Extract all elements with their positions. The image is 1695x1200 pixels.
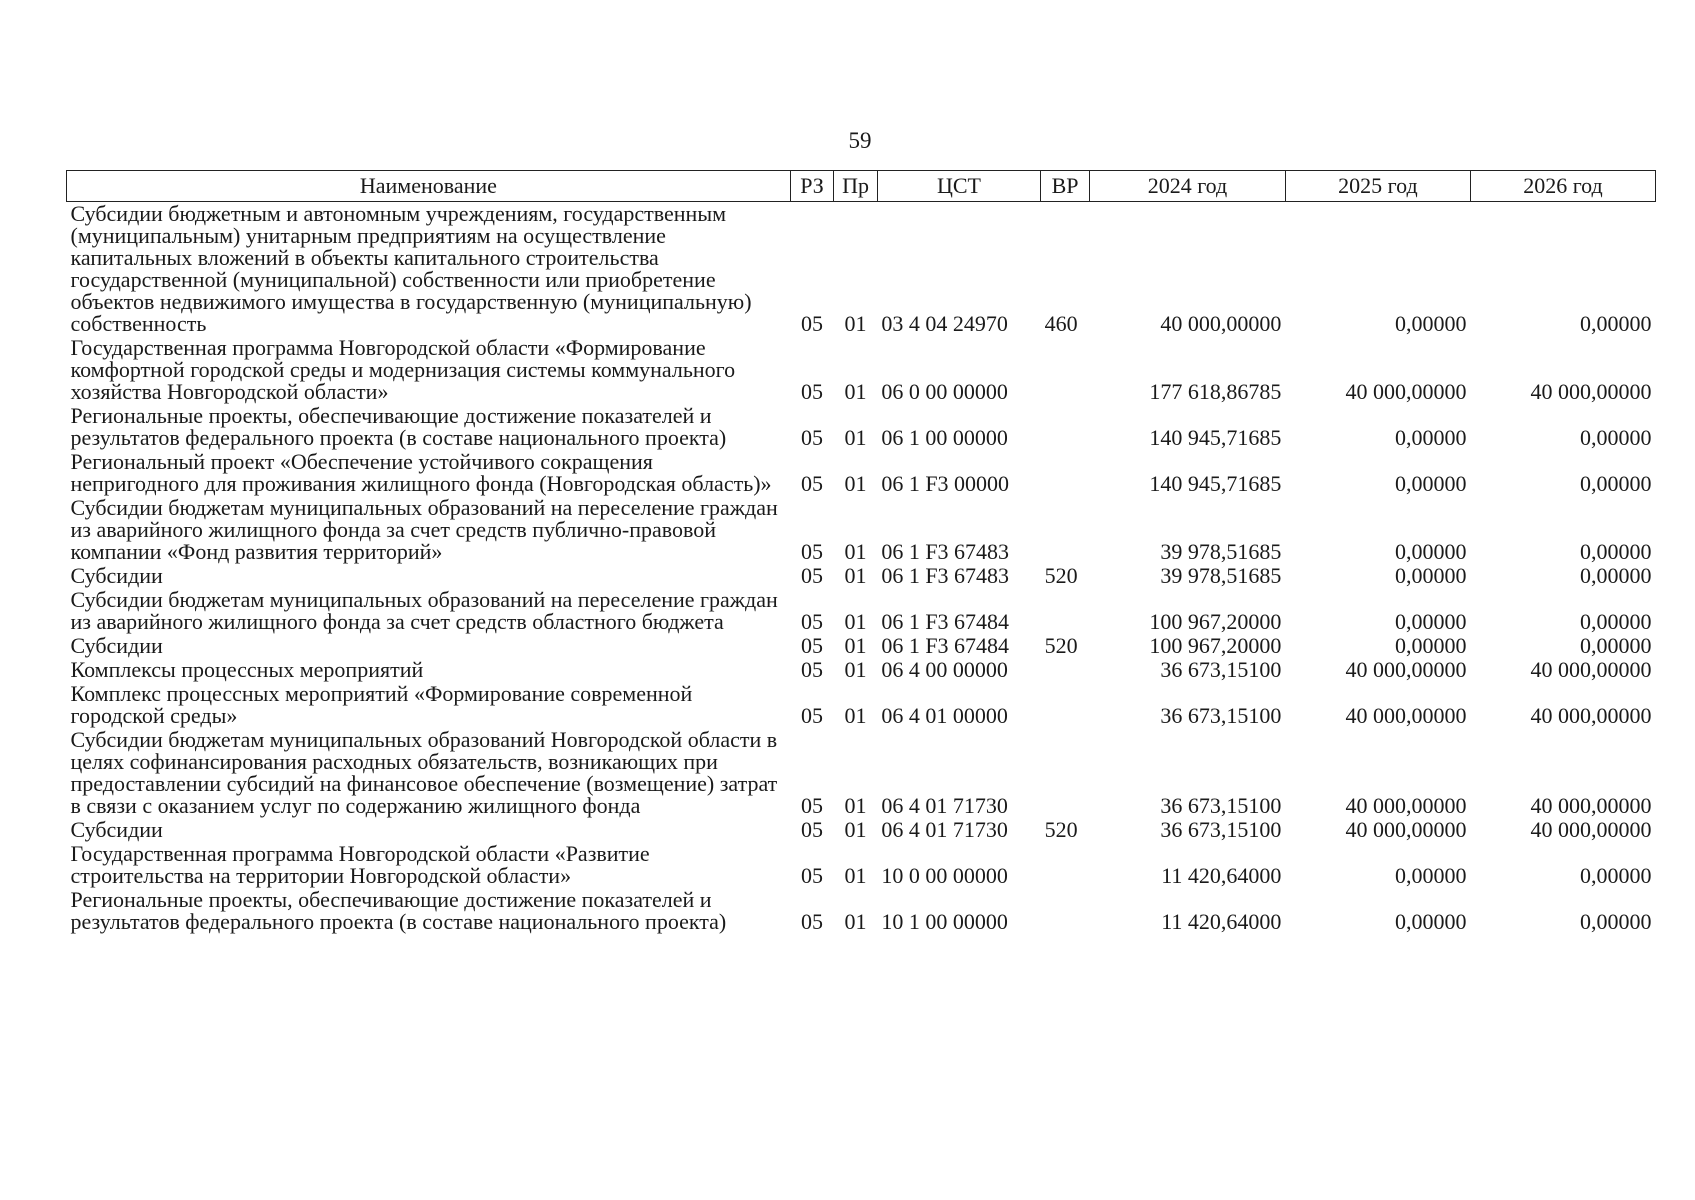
row-cst: 06 1 F3 67483 <box>881 539 1010 564</box>
row-cst: 06 4 01 71730 <box>881 793 1008 818</box>
row-pr: 01 <box>844 609 867 634</box>
header-cst: ЦСТ <box>877 171 1040 202</box>
row-rz: 05 <box>801 311 824 336</box>
row-amount-2024: 140 945,71685 <box>1149 425 1282 450</box>
row-name: Региональный проект «Обеспечение устойчивого сокращения непригодного для проживания жилищного фонда (Новгородская область)» <box>70 449 772 496</box>
row-rz: 05 <box>801 703 824 728</box>
row-name: Субсидии бюджетам муниципальных образований на переселение граждан из аварийного жилищного фонда за счет средств публично-правовой компании «Фонд развития территорий» <box>70 495 778 564</box>
row-pr: 01 <box>844 379 867 404</box>
row-amount-2024: 140 945,71685 <box>1149 471 1282 496</box>
budget-table <box>66 170 1656 934</box>
table-row <box>67 634 1656 658</box>
row-amount-2024: 36 673,15100 <box>1160 793 1282 818</box>
row-amount-2025: 40 000,00000 <box>1345 793 1467 818</box>
table-row <box>67 588 1656 634</box>
row-amount-2024: 36 673,15100 <box>1160 657 1282 682</box>
row-name: Субсидии <box>70 563 163 588</box>
row-rz: 05 <box>801 863 824 888</box>
row-vr: 520 <box>1044 633 1078 658</box>
table-header-row <box>67 171 1656 202</box>
header-2025: 2025 год <box>1285 171 1470 202</box>
row-amount-2024: 11 420,64000 <box>1161 863 1282 888</box>
row-cst: 06 1 F3 67484 <box>881 633 1010 658</box>
row-vr <box>1041 404 1090 450</box>
table-row <box>67 888 1656 934</box>
row-amount-2024: 11 420,64000 <box>1161 909 1282 934</box>
row-amount-2025: 0,00000 <box>1394 563 1467 588</box>
row-amount-2024: 36 673,15100 <box>1160 703 1282 728</box>
row-name: Субсидии бюджетам муниципальных образований на переселение граждан из аварийного жилищного фонда за счет средств областного бюджета <box>70 587 778 634</box>
row-amount-2025: 0,00000 <box>1394 539 1467 564</box>
table-row <box>67 658 1656 682</box>
table-row <box>67 564 1656 588</box>
row-cst: 06 4 00 00000 <box>881 657 1008 682</box>
row-rz: 05 <box>801 793 824 818</box>
row-amount-2024: 100 967,20000 <box>1149 633 1282 658</box>
row-vr <box>1041 682 1090 728</box>
row-cst: 06 1 00 00000 <box>881 425 1008 450</box>
row-name: Субсидии бюджетным и автономным учреждениям, государственным (муниципальным) унитарным предприятиям на осуществление капитальных вложений в объекты капитального строительства государственной (муниципальной) собственности или приобретение объектов недвижимого имущества в государственную (муниципальную) собственность <box>70 201 752 336</box>
row-amount-2026: 0,00000 <box>1580 863 1652 888</box>
row-name: Субсидии бюджетам муниципальных образований Новгородской области в целях софинансирования расходных обязательств, возникающих при предоставлении субсидий на финансовое обеспечение (возмещение) затрат в связи с оказанием услуг по содержанию жилищного фонда <box>70 727 778 818</box>
row-amount-2024: 39 978,51685 <box>1160 539 1282 564</box>
table-row <box>67 450 1656 496</box>
header-2026: 2026 год <box>1470 171 1655 202</box>
row-amount-2025: 0,00000 <box>1394 863 1467 888</box>
row-amount-2025: 40 000,00000 <box>1345 657 1467 682</box>
row-amount-2026: 0,00000 <box>1580 311 1652 336</box>
row-rz: 05 <box>801 609 824 634</box>
row-rz: 05 <box>801 563 824 588</box>
row-amount-2026: 40 000,00000 <box>1530 703 1652 728</box>
row-pr: 01 <box>844 471 867 496</box>
row-rz: 05 <box>801 817 824 842</box>
row-pr: 01 <box>844 703 867 728</box>
table-row <box>67 336 1656 404</box>
row-vr: 520 <box>1044 817 1078 842</box>
row-cst: 06 1 F3 00000 <box>881 471 1010 496</box>
table-row <box>67 496 1656 564</box>
row-vr <box>1041 728 1090 818</box>
row-amount-2026: 40 000,00000 <box>1530 793 1652 818</box>
row-pr: 01 <box>844 817 867 842</box>
row-amount-2025: 0,00000 <box>1394 471 1467 496</box>
row-amount-2026: 0,00000 <box>1580 563 1652 588</box>
row-pr: 01 <box>844 657 867 682</box>
row-amount-2024: 177 618,86785 <box>1149 379 1282 404</box>
page-number: 59 <box>848 128 872 153</box>
row-pr: 01 <box>844 863 867 888</box>
row-pr: 01 <box>844 425 867 450</box>
row-cst: 06 4 01 71730 <box>881 817 1008 842</box>
header-name: Наименование <box>67 171 791 202</box>
row-amount-2024: 100 967,20000 <box>1149 609 1282 634</box>
row-amount-2026: 40 000,00000 <box>1530 657 1652 682</box>
row-amount-2024: 40 000,00000 <box>1160 311 1282 336</box>
row-amount-2025: 40 000,00000 <box>1345 817 1467 842</box>
row-cst: 06 1 F3 67483 <box>881 563 1010 588</box>
row-vr <box>1041 496 1090 564</box>
row-cst: 03 4 04 24970 <box>881 311 1008 336</box>
row-vr <box>1041 588 1090 634</box>
row-rz: 05 <box>801 425 824 450</box>
row-amount-2026: 0,00000 <box>1580 609 1652 634</box>
row-rz: 05 <box>801 379 824 404</box>
row-amount-2026: 40 000,00000 <box>1530 817 1652 842</box>
row-cst: 10 1 00 00000 <box>881 909 1008 934</box>
row-amount-2026: 0,00000 <box>1580 539 1652 564</box>
row-amount-2025: 0,00000 <box>1394 633 1467 658</box>
row-amount-2026: 0,00000 <box>1580 909 1652 934</box>
row-vr <box>1041 888 1090 934</box>
row-rz: 05 <box>801 471 824 496</box>
table-row <box>67 202 1656 337</box>
row-amount-2026: 0,00000 <box>1580 471 1652 496</box>
row-pr: 01 <box>844 563 867 588</box>
row-amount-2024: 36 673,15100 <box>1160 817 1282 842</box>
row-cst: 06 4 01 00000 <box>881 703 1008 728</box>
row-pr: 01 <box>844 793 867 818</box>
row-cst: 10 0 00 00000 <box>881 863 1008 888</box>
row-amount-2025: 40 000,00000 <box>1345 703 1467 728</box>
row-rz: 05 <box>801 909 824 934</box>
row-name: Государственная программа Новгородской области «Формирование комфортной городской среды и модернизация системы коммунального хозяйства Новгородской области» <box>70 335 736 404</box>
row-name: Субсидии <box>70 633 163 658</box>
row-amount-2024: 39 978,51685 <box>1160 563 1282 588</box>
row-cst: 06 1 F3 67484 <box>881 609 1010 634</box>
row-name: Субсидии <box>70 817 163 842</box>
table-row <box>67 404 1656 450</box>
row-name: Государственная программа Новгородской области «Развитие строительства на территории Новгородской области» <box>70 841 650 888</box>
row-vr: 520 <box>1044 563 1078 588</box>
row-name: Региональные проекты, обеспечивающие достижение показателей и результатов федерального проекта (в составе национального проекта) <box>70 887 727 934</box>
row-amount-2025: 0,00000 <box>1394 311 1467 336</box>
row-rz: 05 <box>801 633 824 658</box>
row-pr: 01 <box>844 311 867 336</box>
row-rz: 05 <box>801 657 824 682</box>
row-vr <box>1041 336 1090 404</box>
row-rz: 05 <box>801 539 824 564</box>
row-amount-2025: 0,00000 <box>1394 609 1467 634</box>
header-2024: 2024 год <box>1090 171 1286 202</box>
row-vr: 460 <box>1044 311 1078 336</box>
table-body <box>67 202 1656 935</box>
header-vr: ВР <box>1041 171 1090 202</box>
table-row <box>67 818 1656 842</box>
row-name: Комплекс процессных мероприятий «Формирование современной городской среды» <box>70 681 693 728</box>
header-pr: Пр <box>834 171 878 202</box>
row-amount-2025: 40 000,00000 <box>1345 379 1467 404</box>
table-row <box>67 728 1656 818</box>
row-name: Комплексы процессных мероприятий <box>70 657 424 682</box>
row-amount-2026: 40 000,00000 <box>1530 379 1652 404</box>
row-amount-2025: 0,00000 <box>1394 909 1467 934</box>
row-amount-2025: 0,00000 <box>1394 425 1467 450</box>
table-row <box>67 842 1656 888</box>
row-cst: 06 0 00 00000 <box>881 379 1008 404</box>
row-name: Региональные проекты, обеспечивающие достижение показателей и результатов федерального проекта (в составе национального проекта) <box>70 403 727 450</box>
row-pr: 01 <box>844 539 867 564</box>
header-rz: РЗ <box>790 171 834 202</box>
row-vr <box>1041 842 1090 888</box>
row-vr <box>1041 450 1090 496</box>
row-amount-2026: 0,00000 <box>1580 633 1652 658</box>
row-pr: 01 <box>844 633 867 658</box>
row-pr: 01 <box>844 909 867 934</box>
row-amount-2026: 0,00000 <box>1580 425 1652 450</box>
row-vr <box>1041 658 1090 682</box>
table-row <box>67 682 1656 728</box>
